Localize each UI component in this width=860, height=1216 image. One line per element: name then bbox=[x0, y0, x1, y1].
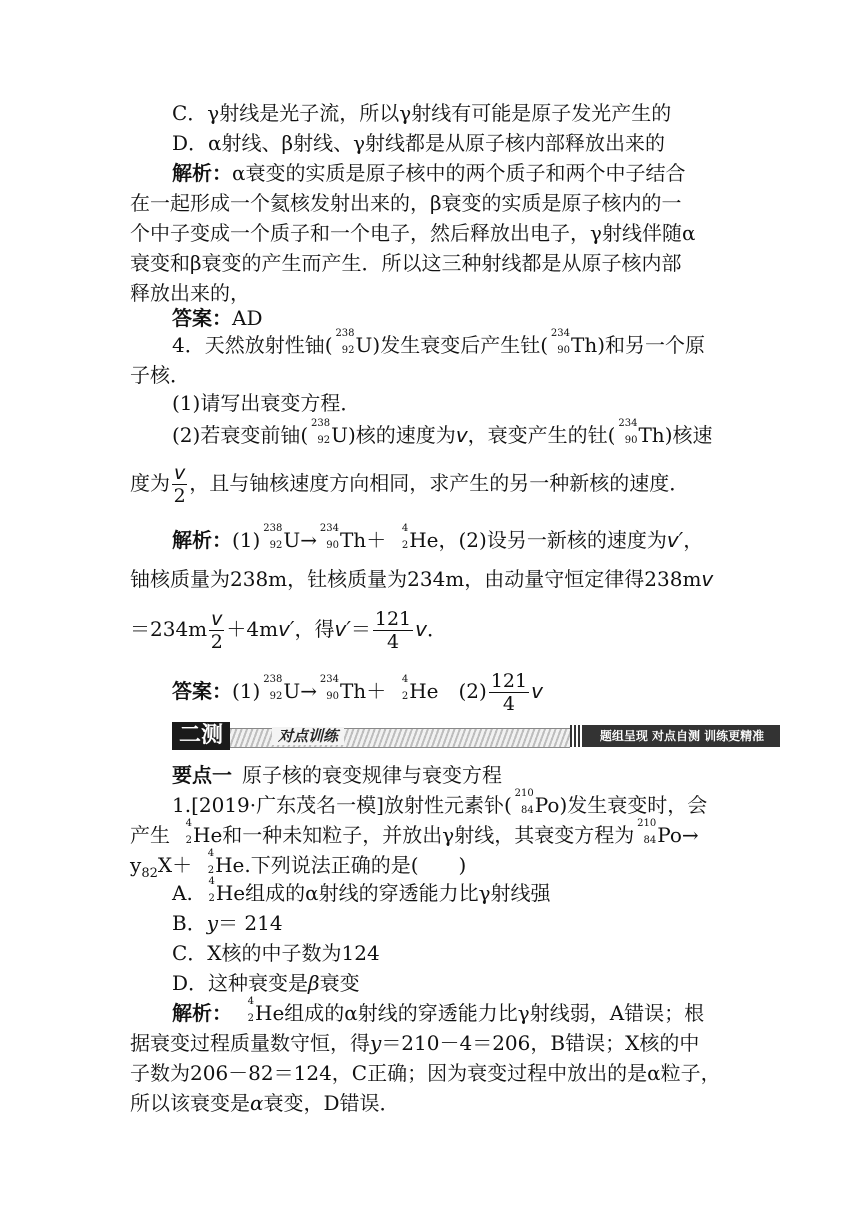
answer-label: 答案： bbox=[172, 306, 232, 330]
banner-tagline: 题组呈现 对点自测 训练更精准 bbox=[584, 725, 780, 747]
question-4-line-1: 4．天然放射性铀( 238 92 U)发生衰变后产生钍( 234 90 Th)和另一个原 bbox=[172, 328, 706, 357]
question-1-line-3: $y_{82}X+$ 4 2 He.下列说法正确的是( ) bbox=[130, 848, 467, 881]
question-4-part-2: (2)若衰变前铀( 238 92 U)核的速度为v，衰变产生的钍( 234 90 Th)核速 bbox=[172, 418, 713, 447]
answer-3: 答案：AD bbox=[172, 306, 263, 330]
question-1-line-2: 产生 4 2 He和一种未知粒子，并放出γ射线，其衰变方程为 210 84 Po→ bbox=[130, 818, 699, 847]
analysis-1-line-3: 子数为206－82＝124，C正确；因为衰变过程中放出的是α粒子， bbox=[130, 1061, 721, 1085]
section-heading: 要点一 原子核的衰变规律与衰变方程 bbox=[172, 763, 502, 787]
analysis-4-line-2: 铀核质量为238m，钍核质量为234m，由动量守恒定律得238mv bbox=[130, 567, 714, 591]
question-4-part-2-cont: 度为 $\frac{v}{2}$ ，且与铀核速度方向相同，求产生的另一种新核的速度． bbox=[130, 462, 690, 507]
question-4-line-2: 子核． bbox=[130, 363, 190, 387]
analysis-3-line-4: 衰变和β衰变的产生而产生．所以这三种射线都是从原子核内部 bbox=[130, 251, 682, 275]
option-c-q1: C．X核的中子数为124 bbox=[172, 941, 380, 965]
analysis-1-line-2: 据衰变过程质量数守恒，得y＝210－4＝206，B错误；X核的中 bbox=[130, 1031, 700, 1055]
analysis-4-line-3: ＝234m $\frac{v}{2}$ ＋4mv′，得v′＝ $\frac{121}{4}$ v． bbox=[130, 608, 447, 653]
analysis-1-line-1: 解析： 4 2 He组成的α射线的穿透能力比γ射线弱，A错误；根 bbox=[172, 996, 705, 1025]
analysis-3-line-2: 在一起形成一个氦核发射出来的，β衰变的实质是原子核内的一 bbox=[130, 191, 682, 215]
analysis-label: 解析： bbox=[172, 161, 232, 185]
option-c: C．γ射线是光子流，所以γ射线有可能是原子发光产生的 bbox=[172, 101, 672, 125]
question-4-part-1: (1)请写出衰变方程． bbox=[172, 391, 361, 415]
analysis-1-line-4: 所以该衰变是α衰变，D错误． bbox=[130, 1091, 400, 1115]
answer-4: 答案：(1) 238 92 U→ 234 90 Th＋ 4 2 He (2) $\frac{121}{4}$ v bbox=[172, 670, 543, 715]
banner-bars bbox=[570, 725, 584, 747]
option-d: D．α射线、β射线、γ射线都是从原子核内部释放出来的 bbox=[172, 131, 666, 155]
banner-title: 二测 bbox=[172, 722, 230, 750]
question-1-line-1: 1.[2019·广东茂名一模]放射性元素钋( 210 84 Po)发生衰变时，会 bbox=[172, 788, 708, 817]
option-d-q1: D．这种衰变是β衰变 bbox=[172, 971, 360, 995]
banner-subtitle: 对点训练 bbox=[272, 727, 344, 745]
option-b: B．y＝ 214 bbox=[172, 911, 283, 935]
analysis-3-line-3: 个中子变成一个质子和一个电子，然后释放出电子，γ射线伴随α bbox=[130, 221, 696, 245]
section-banner bbox=[172, 722, 780, 750]
analysis-3-line-5: 释放出来的， bbox=[130, 281, 250, 305]
analysis-4-line-1: 解析：(1) 238 92 U→ 234 90 Th＋ 4 2 He，(2)设另一新核的速度为v′， bbox=[172, 523, 704, 552]
analysis-3-line-1: 解析：α衰变的实质是原子核中的两个质子和两个中子结合 bbox=[172, 161, 686, 185]
option-a: A. 4 2 He组成的α射线的穿透能力比γ射线强 bbox=[172, 876, 551, 905]
